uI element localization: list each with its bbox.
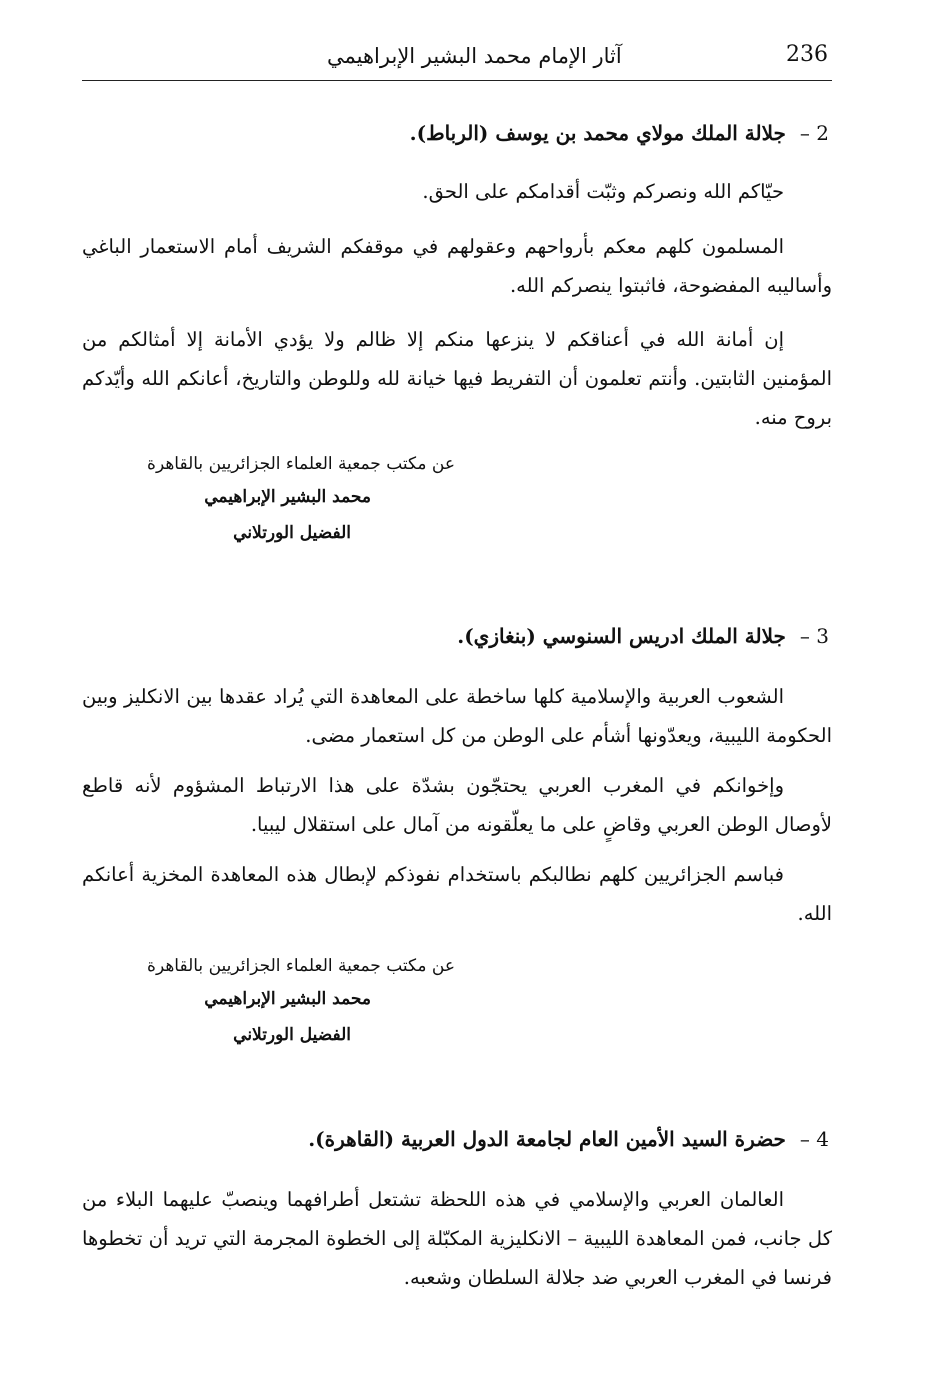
signature-name: الفضيل الورتلاني <box>233 523 351 543</box>
paragraph: إن أمانة الله في أعناقكم لا ينزعها منكم إلا ظالم ولا يؤدي الأمانة إلا أمثالكم من المؤمنين الثابتين. وأنتم تعلمون أن التفريط فيها خيانة لله وللوطن والتاريخ، أعانكم الله وأيّدكم بروح منه. <box>82 328 832 429</box>
paragraph: الشعوب العربية والإسلامية كلها ساخطة على المعاهدة التي يُراد عقدها بين الانكليز وبين الحكومة الليبية، ويعدّونها أشأم على الوطن من كل استعمار مضى. <box>82 685 832 747</box>
paragraph: وإخوانكم في المغرب العربي يحتجّون بشدّة على هذا الارتباط المشؤوم لأنه قاطع لأوصال الوطن العربي وقاضٍ على ما يعلّقونه من آمال على استقلال ليبيا. <box>82 774 832 836</box>
running-title: آثار الإمام محمد البشير الإبراهيمي <box>327 44 622 68</box>
section-2-heading <box>410 121 829 145</box>
section-number: 2 – <box>799 121 829 145</box>
signature-organization: عن مكتب جمعية العلماء الجزائريين بالقاهرة <box>147 454 455 474</box>
section-title: جلالة الملك مولاي محمد بن يوسف (الرباط). <box>409 121 786 145</box>
signature-block <box>110 449 455 551</box>
paragraph: حيّاكم الله ونصركم وثبّت أقدامكم على الحق. <box>422 180 784 203</box>
signature-name: الفضيل الورتلاني <box>233 1025 351 1045</box>
section-number: 4 – <box>799 1127 829 1151</box>
signature-name: محمد البشير الإبراهيمي <box>204 989 371 1009</box>
running-header <box>82 38 832 81</box>
signature-block <box>110 951 455 1053</box>
signature-name: محمد البشير الإبراهيمي <box>204 487 371 507</box>
paragraph: المسلمون كلهم معكم بأرواحهم وعقولهم في موقفكم الشريف أمام الاستعمار الباغي وأساليبه المفضوحة، فاثبتوا ينصركم الله. <box>82 235 832 297</box>
paragraph: العالمان العربي والإسلامي في هذه اللحظة تشتعل أطرافهما وينصبّ عليهما البلاء من كل جانب، فمن المعاهدة الليبية – الانكليزية المكبّلة إلى الخطوة المجرمة التي تريد أن تخطوها فرنسا في المغرب العربي ضد جلالة السلطان وشعبه. <box>82 1188 832 1289</box>
section-number: 3 – <box>799 624 829 648</box>
section-title: جلالة الملك ادريس السنوسي (بنغازي). <box>457 624 786 648</box>
section-4-heading <box>308 1127 829 1151</box>
section-3-heading <box>457 624 829 648</box>
section-title: حضرة السيد الأمين العام لجامعة الدول العربية (القاهرة). <box>308 1127 786 1151</box>
signature-organization: عن مكتب جمعية العلماء الجزائريين بالقاهرة <box>147 956 455 976</box>
paragraph: فباسم الجزائريين كلهم نطالبكم باستخدام نفوذكم لإبطال هذه المعاهدة المخزية أعانكم الله. <box>82 863 832 925</box>
page-number: 236 <box>786 42 828 67</box>
